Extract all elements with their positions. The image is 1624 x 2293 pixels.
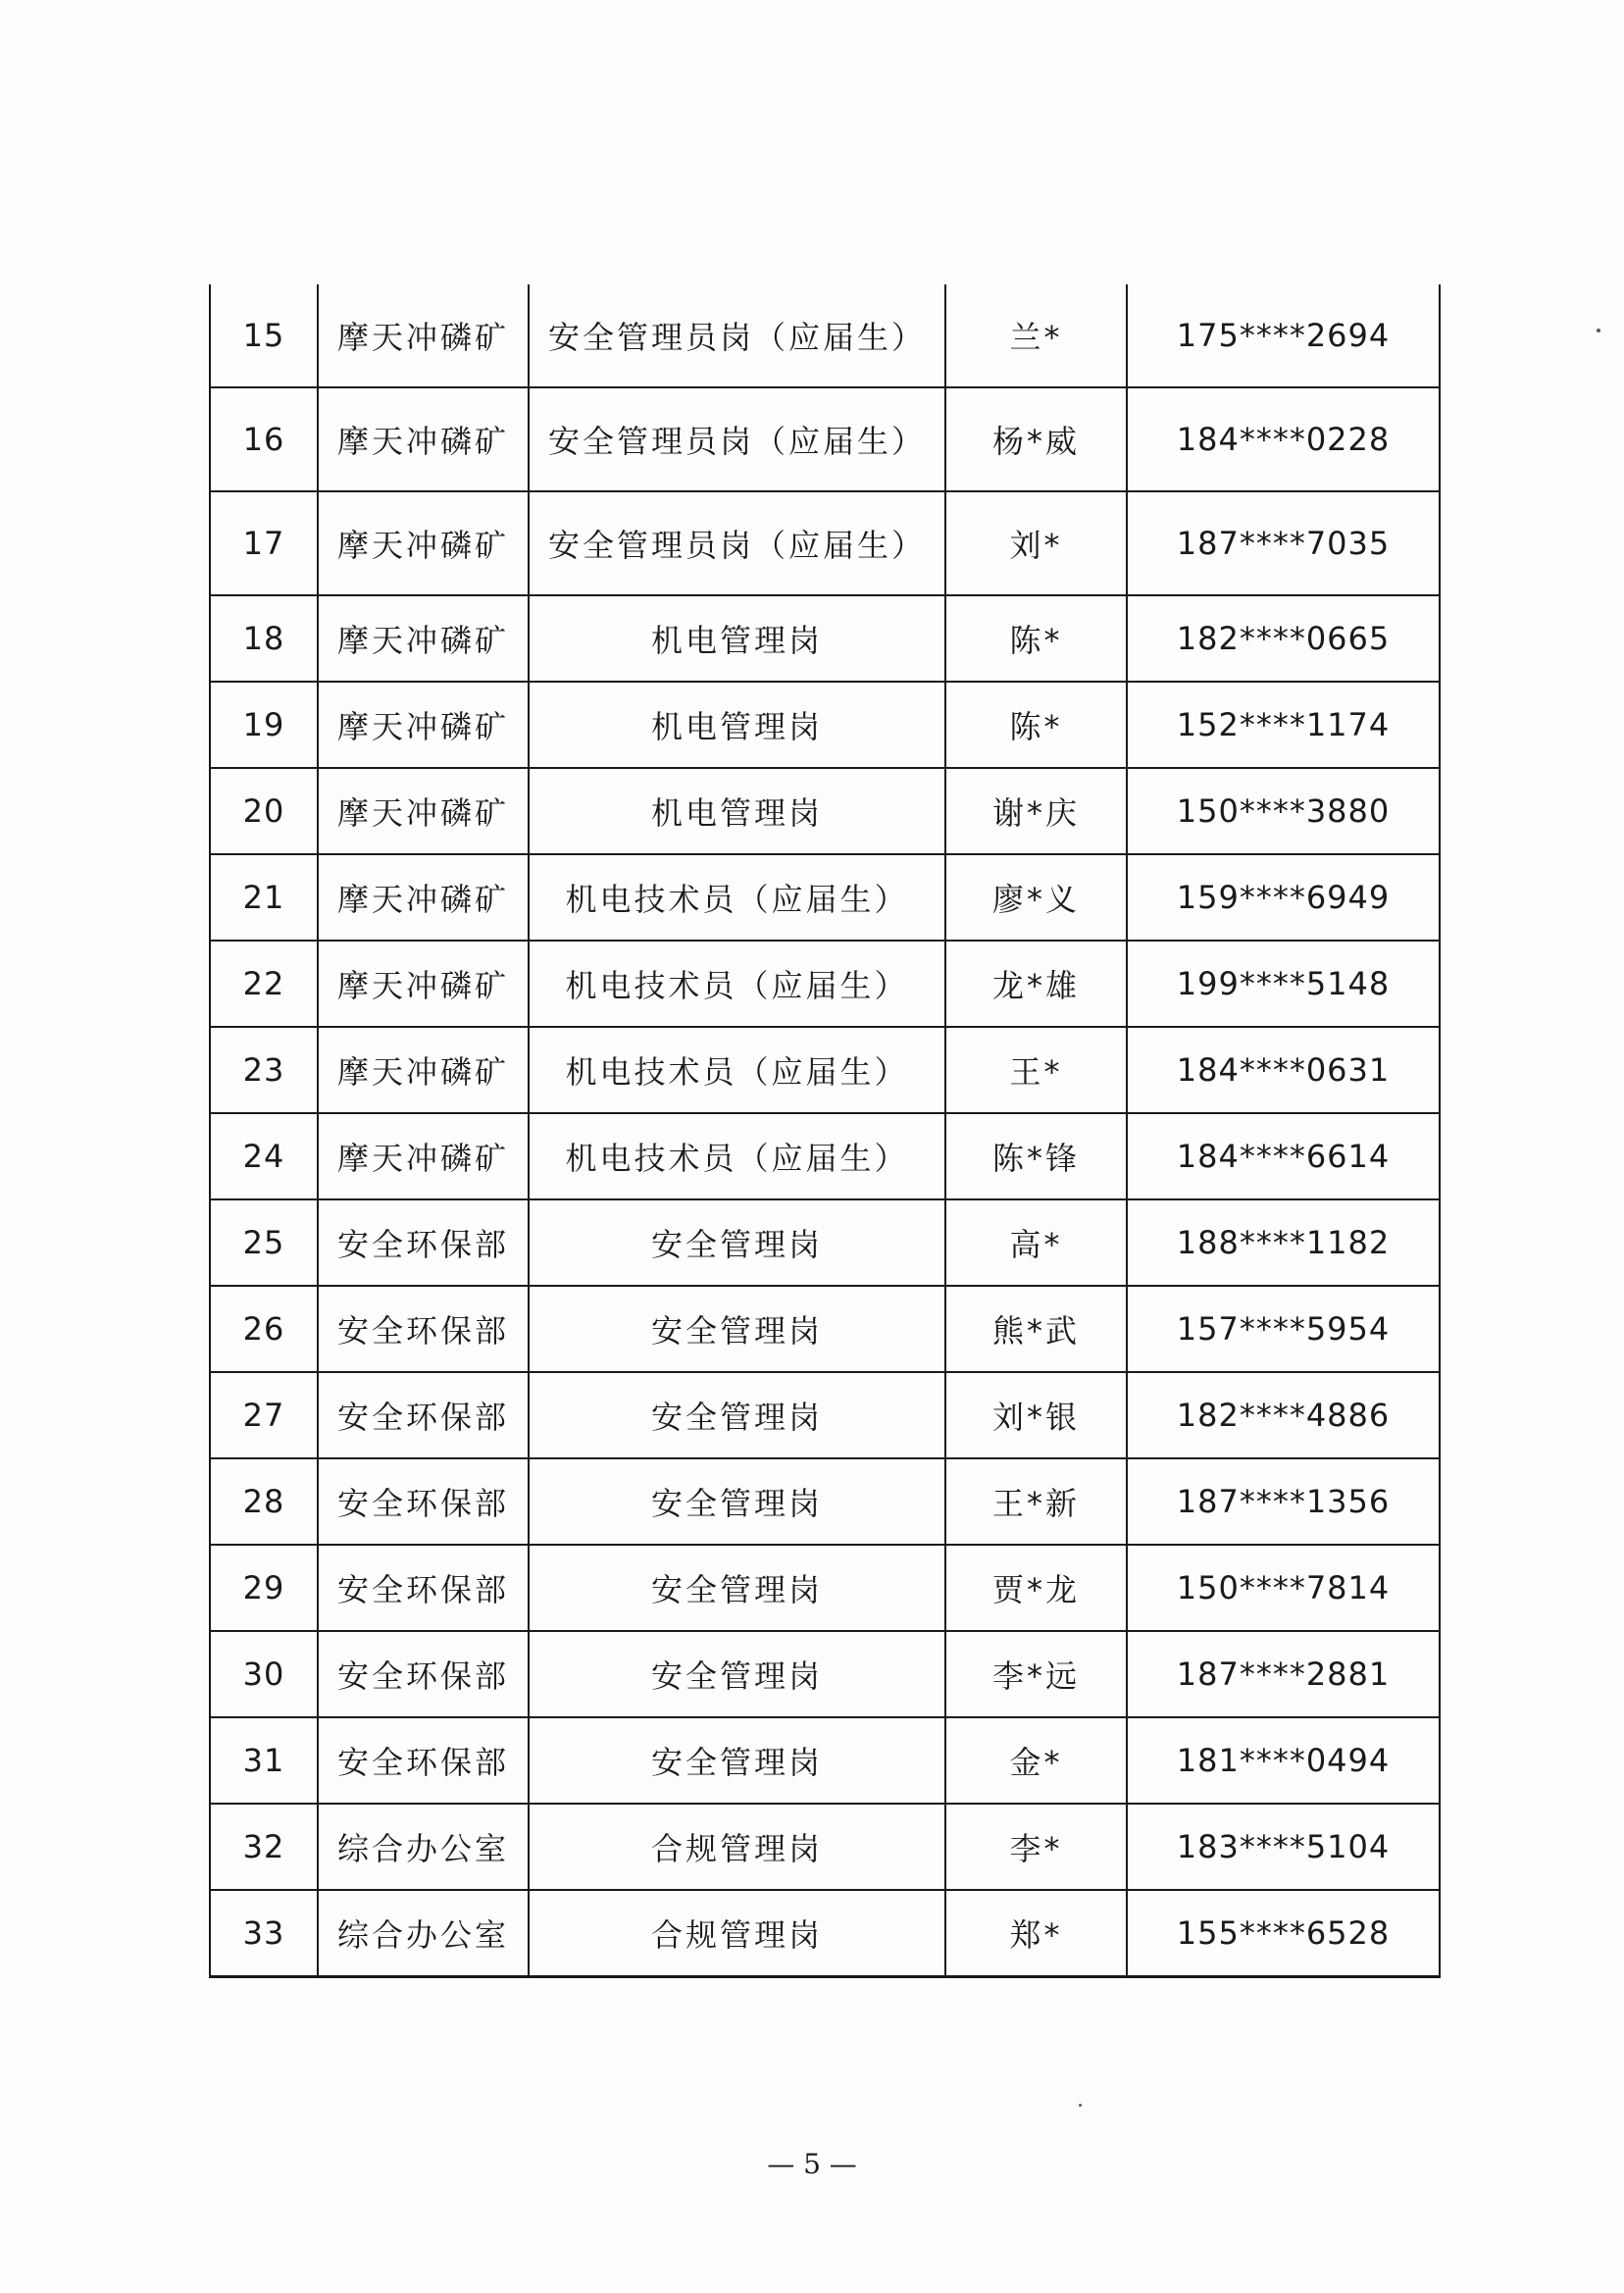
phone-cell: 155****6528: [1127, 1890, 1440, 1977]
row-number-cell: 26: [210, 1286, 318, 1372]
table-row: [210, 595, 1440, 682]
table-row: [210, 854, 1440, 941]
phone-cell: 150****3880: [1127, 768, 1440, 854]
position-cell: 安全管理岗: [529, 1199, 945, 1286]
candidate-name-cell: 刘*银: [945, 1372, 1127, 1458]
row-number-cell: 32: [210, 1804, 318, 1890]
department-cell: 综合办公室: [318, 1890, 529, 1977]
candidate-name-cell: 廖*义: [945, 854, 1127, 941]
department-cell: 安全环保部: [318, 1199, 529, 1286]
department-cell: 摩天冲磷矿: [318, 854, 529, 941]
phone-cell: 187****2881: [1127, 1631, 1440, 1717]
department-cell: 摩天冲磷矿: [318, 1113, 529, 1199]
position-cell: 安全管理岗: [529, 1286, 945, 1372]
table-row: [210, 941, 1440, 1027]
row-number-cell: 21: [210, 854, 318, 941]
candidate-table-body: [210, 284, 1440, 1977]
department-cell: 安全环保部: [318, 1458, 529, 1545]
row-number-cell: 17: [210, 491, 318, 595]
candidate-name-cell: 金*: [945, 1717, 1127, 1804]
candidate-name-cell: 刘*: [945, 491, 1127, 595]
candidate-name-cell: 陈*: [945, 595, 1127, 682]
department-cell: 摩天冲磷矿: [318, 941, 529, 1027]
position-cell: 安全管理岗: [529, 1372, 945, 1458]
phone-cell: 183****5104: [1127, 1804, 1440, 1890]
department-cell: 综合办公室: [318, 1804, 529, 1890]
department-cell: 安全环保部: [318, 1286, 529, 1372]
position-cell: 安全管理员岗（应届生）: [529, 387, 945, 491]
position-cell: 安全管理员岗（应届生）: [529, 491, 945, 595]
row-number-cell: 16: [210, 387, 318, 491]
department-cell: 摩天冲磷矿: [318, 387, 529, 491]
position-cell: 机电技术员（应届生）: [529, 1113, 945, 1199]
table-row: [210, 491, 1440, 595]
table-row: [210, 682, 1440, 768]
row-number-cell: 23: [210, 1027, 318, 1113]
phone-cell: 187****7035: [1127, 491, 1440, 595]
row-number-cell: 20: [210, 768, 318, 854]
page-number: — 5 —: [767, 2148, 857, 2180]
candidate-name-cell: 兰*: [945, 284, 1127, 387]
phone-cell: 182****4886: [1127, 1372, 1440, 1458]
position-cell: 安全管理岗: [529, 1458, 945, 1545]
candidate-name-cell: 贾*龙: [945, 1545, 1127, 1631]
department-cell: 摩天冲磷矿: [318, 595, 529, 682]
phone-cell: 152****1174: [1127, 682, 1440, 768]
row-number-cell: 18: [210, 595, 318, 682]
phone-cell: 150****7814: [1127, 1545, 1440, 1631]
department-cell: 摩天冲磷矿: [318, 682, 529, 768]
candidate-name-cell: 熊*武: [945, 1286, 1127, 1372]
candidate-name-cell: 陈*: [945, 682, 1127, 768]
row-number-cell: 27: [210, 1372, 318, 1458]
position-cell: 机电技术员（应届生）: [529, 941, 945, 1027]
phone-cell: 188****1182: [1127, 1199, 1440, 1286]
phone-cell: 181****0494: [1127, 1717, 1440, 1804]
position-cell: 安全管理员岗（应届生）: [529, 284, 945, 387]
scan-speck: [1597, 329, 1600, 332]
phone-cell: 175****2694: [1127, 284, 1440, 387]
candidate-name-cell: 郑*: [945, 1890, 1127, 1977]
table-row: [210, 1890, 1440, 1977]
table-row: [210, 387, 1440, 491]
department-cell: 安全环保部: [318, 1717, 529, 1804]
candidate-name-cell: 王*新: [945, 1458, 1127, 1545]
table-row: [210, 1804, 1440, 1890]
candidate-name-cell: 谢*庆: [945, 768, 1127, 854]
table-row: [210, 1199, 1440, 1286]
candidate-name-cell: 王*: [945, 1027, 1127, 1113]
table-row: [210, 1027, 1440, 1113]
position-cell: 合规管理岗: [529, 1890, 945, 1977]
candidate-table-wrapper: [209, 284, 1439, 1978]
row-number-cell: 22: [210, 941, 318, 1027]
table-row: [210, 1458, 1440, 1545]
candidate-name-cell: 李*远: [945, 1631, 1127, 1717]
table-row: [210, 1545, 1440, 1631]
table-row: [210, 1113, 1440, 1199]
department-cell: 安全环保部: [318, 1631, 529, 1717]
phone-cell: 159****6949: [1127, 854, 1440, 941]
position-cell: 机电管理岗: [529, 682, 945, 768]
department-cell: 摩天冲磷矿: [318, 491, 529, 595]
table-row: [210, 768, 1440, 854]
department-cell: 摩天冲磷矿: [318, 768, 529, 854]
candidate-name-cell: 李*: [945, 1804, 1127, 1890]
scan-speck: [1079, 2104, 1082, 2107]
row-number-cell: 33: [210, 1890, 318, 1977]
position-cell: 安全管理岗: [529, 1717, 945, 1804]
table-row: [210, 284, 1440, 387]
candidate-name-cell: 高*: [945, 1199, 1127, 1286]
position-cell: 合规管理岗: [529, 1804, 945, 1890]
row-number-cell: 19: [210, 682, 318, 768]
row-number-cell: 31: [210, 1717, 318, 1804]
position-cell: 安全管理岗: [529, 1545, 945, 1631]
position-cell: 机电技术员（应届生）: [529, 854, 945, 941]
department-cell: 摩天冲磷矿: [318, 284, 529, 387]
row-number-cell: 15: [210, 284, 318, 387]
phone-cell: 199****5148: [1127, 941, 1440, 1027]
position-cell: 机电管理岗: [529, 768, 945, 854]
position-cell: 机电技术员（应届生）: [529, 1027, 945, 1113]
row-number-cell: 24: [210, 1113, 318, 1199]
phone-cell: 184****0228: [1127, 387, 1440, 491]
department-cell: 安全环保部: [318, 1372, 529, 1458]
candidate-name-cell: 陈*锋: [945, 1113, 1127, 1199]
phone-cell: 157****5954: [1127, 1286, 1440, 1372]
department-cell: 安全环保部: [318, 1545, 529, 1631]
row-number-cell: 30: [210, 1631, 318, 1717]
table-row: [210, 1717, 1440, 1804]
phone-cell: 182****0665: [1127, 595, 1440, 682]
table-row: [210, 1372, 1440, 1458]
candidate-name-cell: 龙*雄: [945, 941, 1127, 1027]
phone-cell: 184****0631: [1127, 1027, 1440, 1113]
row-number-cell: 28: [210, 1458, 318, 1545]
candidate-table: [209, 284, 1441, 1978]
phone-cell: 187****1356: [1127, 1458, 1440, 1545]
table-row: [210, 1631, 1440, 1717]
row-number-cell: 29: [210, 1545, 318, 1631]
candidate-name-cell: 杨*威: [945, 387, 1127, 491]
position-cell: 机电管理岗: [529, 595, 945, 682]
row-number-cell: 25: [210, 1199, 318, 1286]
phone-cell: 184****6614: [1127, 1113, 1440, 1199]
table-row: [210, 1286, 1440, 1372]
department-cell: 摩天冲磷矿: [318, 1027, 529, 1113]
position-cell: 安全管理岗: [529, 1631, 945, 1717]
